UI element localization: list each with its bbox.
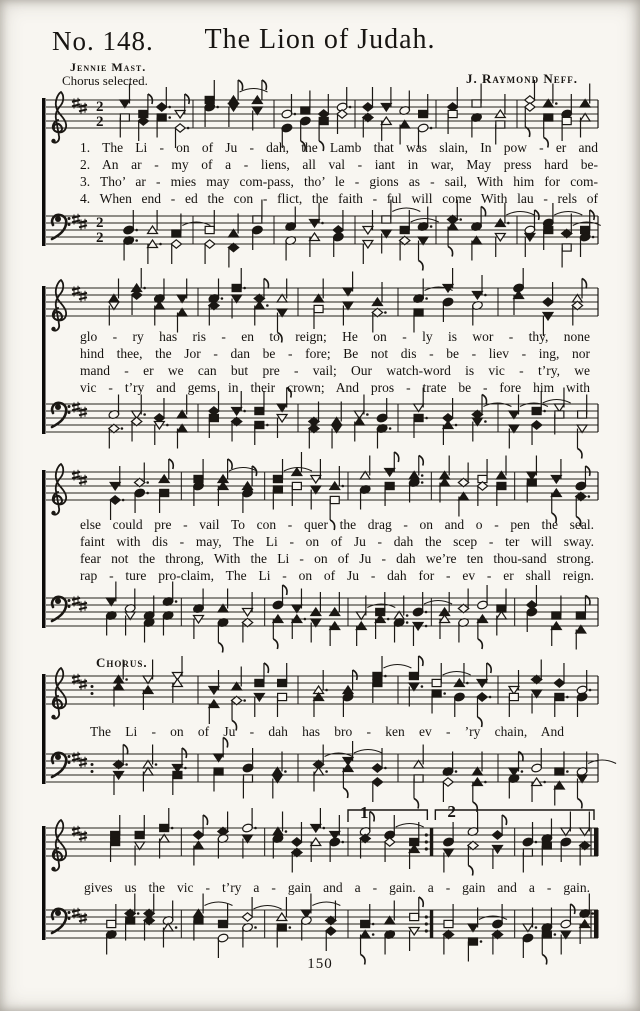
hymn-number: No. 148.	[52, 26, 154, 56]
volta-brackets	[348, 802, 594, 822]
time-signature-top: 2	[96, 215, 104, 231]
verse-line: faint with dis - may, The Li - on of Ju - dah the scep - ter will sway.	[80, 534, 594, 549]
bass-staff	[46, 582, 598, 653]
verse-block-1	[80, 139, 598, 207]
chorus-label: Chorus.	[96, 655, 148, 670]
lyricist-credit: Jennie Mast.	[70, 60, 147, 74]
verse-line: mand - er we can but pre - vail; Our watch-word is vic - t’ry, we	[80, 363, 590, 378]
verse-line: 1. The Li - on of Ju - dah, the Lamb that was slain, In pow - er and	[80, 140, 598, 155]
chorus-lyric: The Li - on of Ju - dah has bro - ken ev - ’ry chain, And	[90, 724, 564, 739]
treble-staff	[46, 808, 599, 876]
system-brace-bar	[42, 470, 46, 628]
verse-line: else could pre - vail To con - quer the drag - on and o - pen the seal.	[80, 517, 594, 532]
bass-staff	[46, 894, 599, 965]
ending-1-label: 1	[360, 803, 369, 822]
bass-staff	[46, 200, 601, 271]
bass-staff	[46, 738, 616, 813]
verse-line: 2. An ar - my of a - liens, all val - iant in war, May press hard be-	[80, 157, 598, 172]
system-brace-bar	[42, 826, 46, 940]
time-signature-bottom: 2	[96, 114, 104, 130]
verse-line: 3. Tho’ ar - mies may com-pass, tho’ le - gions as - sail, With him for com-	[80, 174, 598, 189]
bass-clef-icon	[52, 597, 71, 621]
verse-line: 4. When end - ed the con - flict, the faith - ful will come With lau - rels of	[80, 191, 598, 206]
page-number: 150	[307, 956, 333, 972]
system-brace-bar	[42, 98, 46, 246]
bass-clef-icon	[52, 753, 71, 777]
bass-clef-icon	[52, 909, 71, 933]
composer-credit: J. Raymond Neff.	[466, 71, 578, 86]
verse-line: vic - t’ry and gems in their crown; And pros - trate be - fore him with	[80, 380, 590, 395]
bass-clef-icon	[52, 403, 71, 427]
treble-staff	[46, 656, 598, 731]
bass-clef-icon	[52, 215, 71, 239]
verse-block-2	[80, 328, 590, 396]
ending-2-label: 2	[447, 802, 456, 821]
system-brace-bar	[42, 674, 46, 784]
chorus-credit: Chorus selected.	[62, 73, 148, 88]
time-signature-bottom: 2	[96, 230, 104, 246]
page-title: The Lion of Judah.	[204, 24, 436, 55]
verse-line: glo - ry has ris - en to reign; He on - ly is wor - thy, none	[80, 329, 590, 344]
final-lyric: gives us the vic - t’ry a - gain and a - gain. a - gain and a - gain.	[84, 880, 590, 895]
verse-line: rap - ture pro-claim, The Li - on of Ju - dah for - ev - er shall reign.	[80, 568, 594, 583]
system-brace-bar	[42, 286, 46, 434]
verse-line: fear not the throng, With the Li - on of Ju - dah we’re ten thou-sand strong.	[80, 551, 594, 566]
verse-line: hind thee, the Jor - dan be - fore; Be not dis - be - liev - ing, nor	[80, 346, 590, 361]
bass-staff	[46, 388, 598, 459]
time-signature-top: 2	[96, 99, 104, 115]
verse-block-3	[80, 516, 594, 584]
